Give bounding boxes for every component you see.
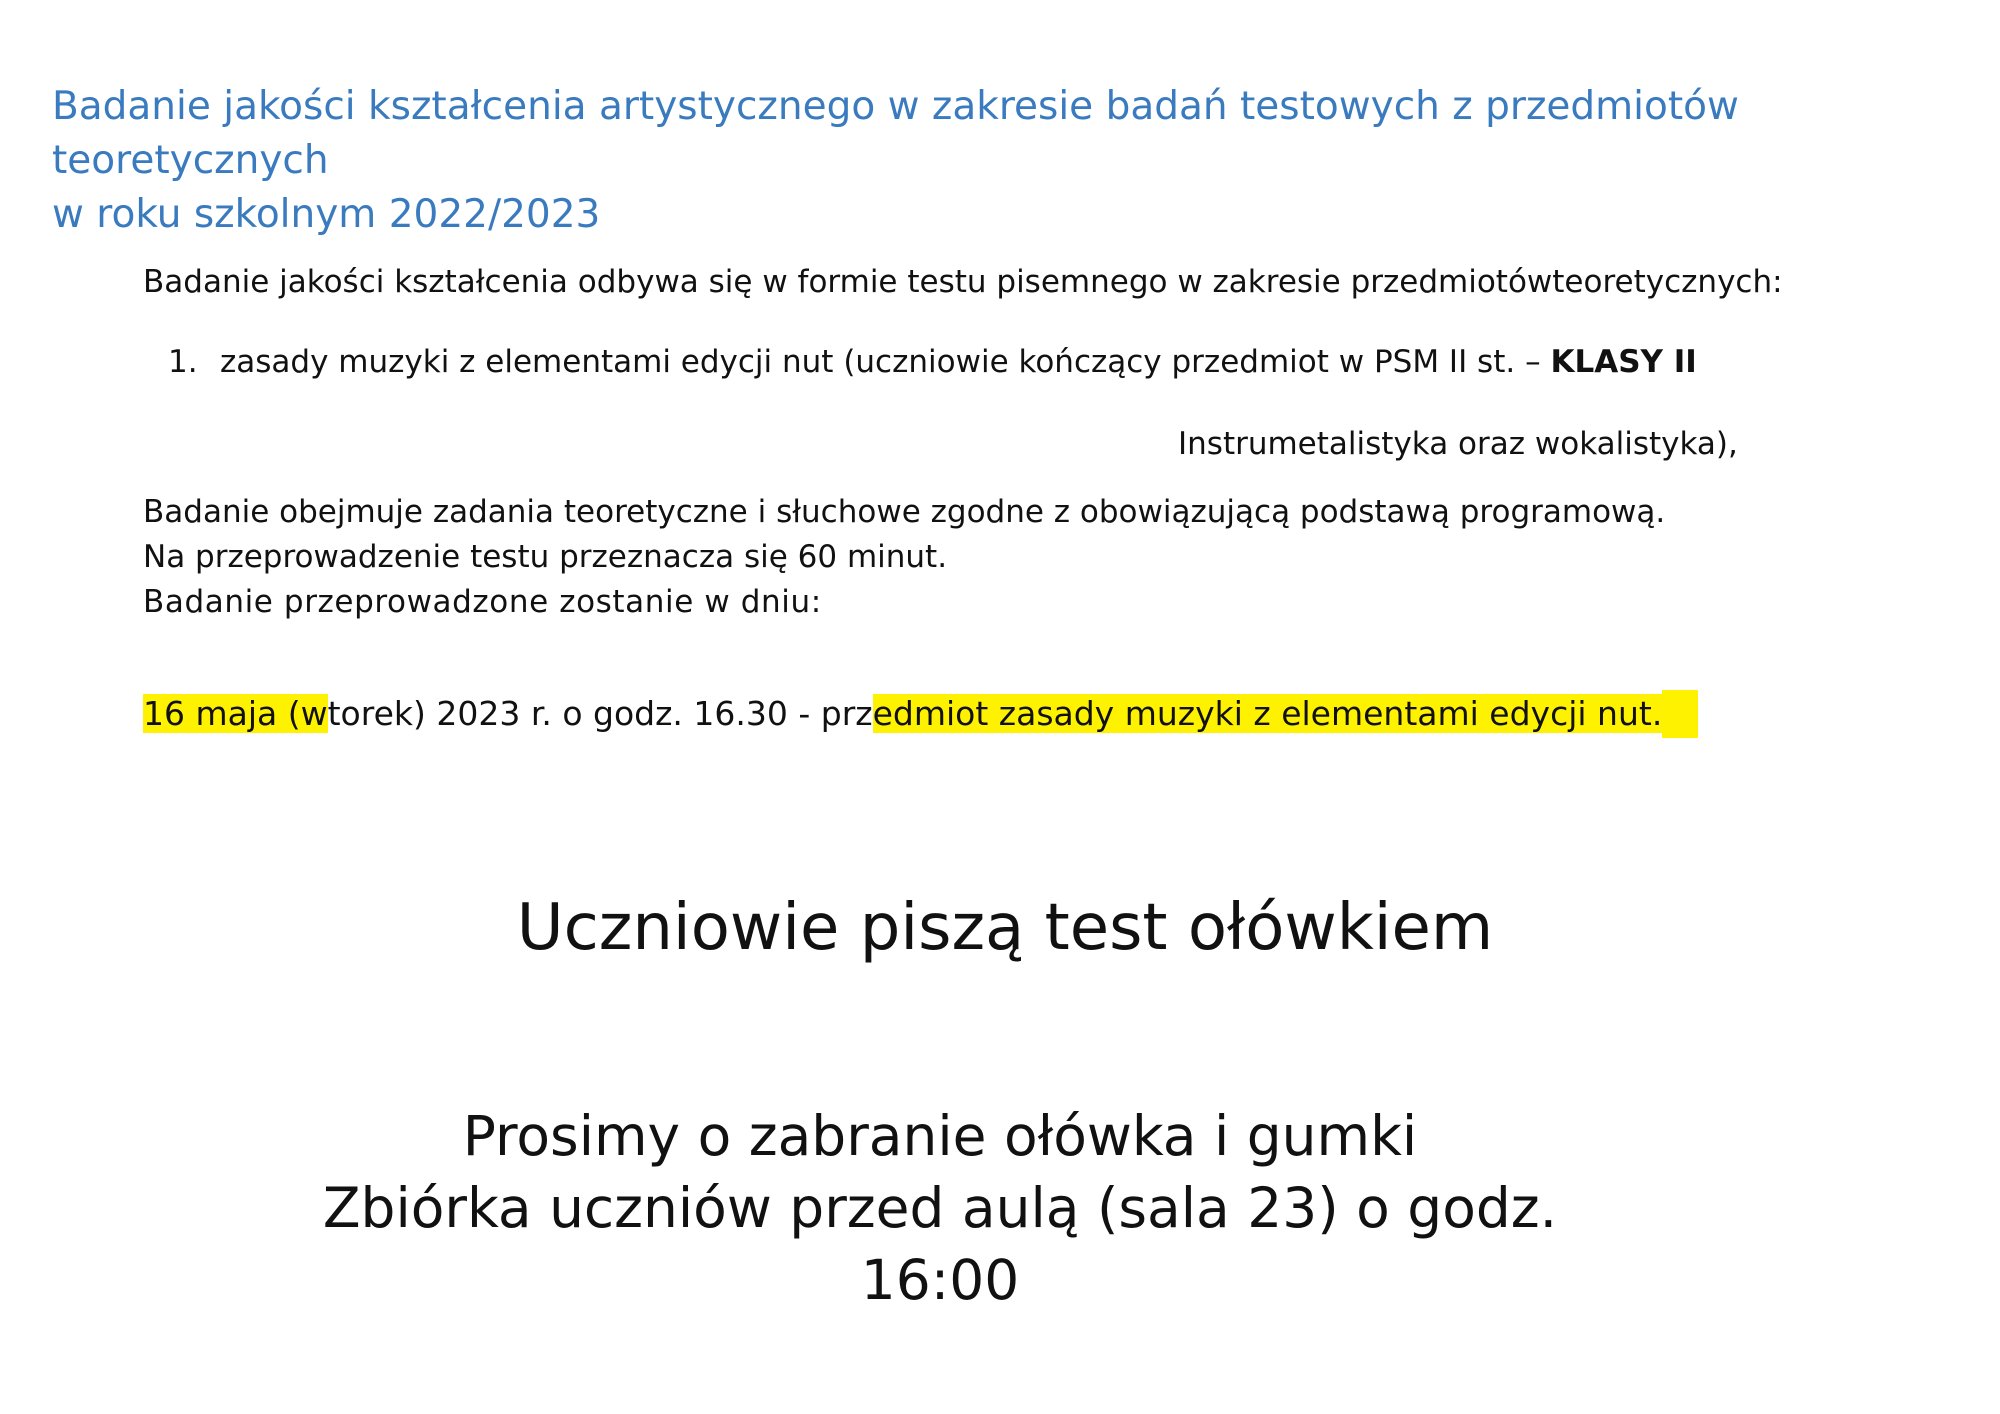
paragraph-line-2: Na przeprowadzenie testu przeznacza się 60 minut. [143,539,948,575]
list-item-number: 1. [168,344,198,380]
list-item-bold: KLASY II [1550,344,1697,380]
description-paragraph [143,490,1665,625]
paragraph-line-1: Badanie obejmuje zadania teoretyczne i słuchowe zgodne z obowiązującą podstawą programową. [143,494,1666,530]
title-line-1: Badanie jakości kształcenia artystycznego w zakresie badań testowych z przedmiotów teoretycznych [52,84,1739,183]
highlight-padding [1662,690,1698,738]
date-plain: torek) 2023 r. o godz. 16.30 - prz [327,694,873,733]
pencil-notice-text: Uczniowie piszą test ołówkiem [516,891,1494,965]
date-highlight-2: edmiot zasady muzyki z elementami edycji nut. [872,694,1663,733]
list-item-text: zasady muzyki z elementami edycji nut (uczniowie kończący przedmiot w PSM II st. – [220,344,1551,380]
page-title [52,80,1972,242]
notice-line-2: Zbiórka uczniów przed aulą (sala 23) o godz. 16:00 [322,1176,1558,1312]
intro-text: Badanie jakości kształcenia odbywa się w formie testu pisemnego w zakresie przedmiotówteoretycznych: [143,264,1783,300]
title-line-2: w roku szkolnym 2022/2023 [52,192,601,237]
list-item-continuation: Instrumetalistyka oraz wokalistyka), [1178,426,1738,462]
notice-line-1: Prosimy o zabranie ołówka i gumki [462,1104,1418,1168]
gathering-notice [255,1100,1625,1316]
paragraph-line-3: Badanie przeprowadzone zostanie w dniu: [143,584,822,620]
list-item [168,342,1697,382]
exam-date-line [143,690,1698,738]
pencil-notice [0,888,2000,968]
date-highlight-1: 16 maja (w [143,694,328,733]
